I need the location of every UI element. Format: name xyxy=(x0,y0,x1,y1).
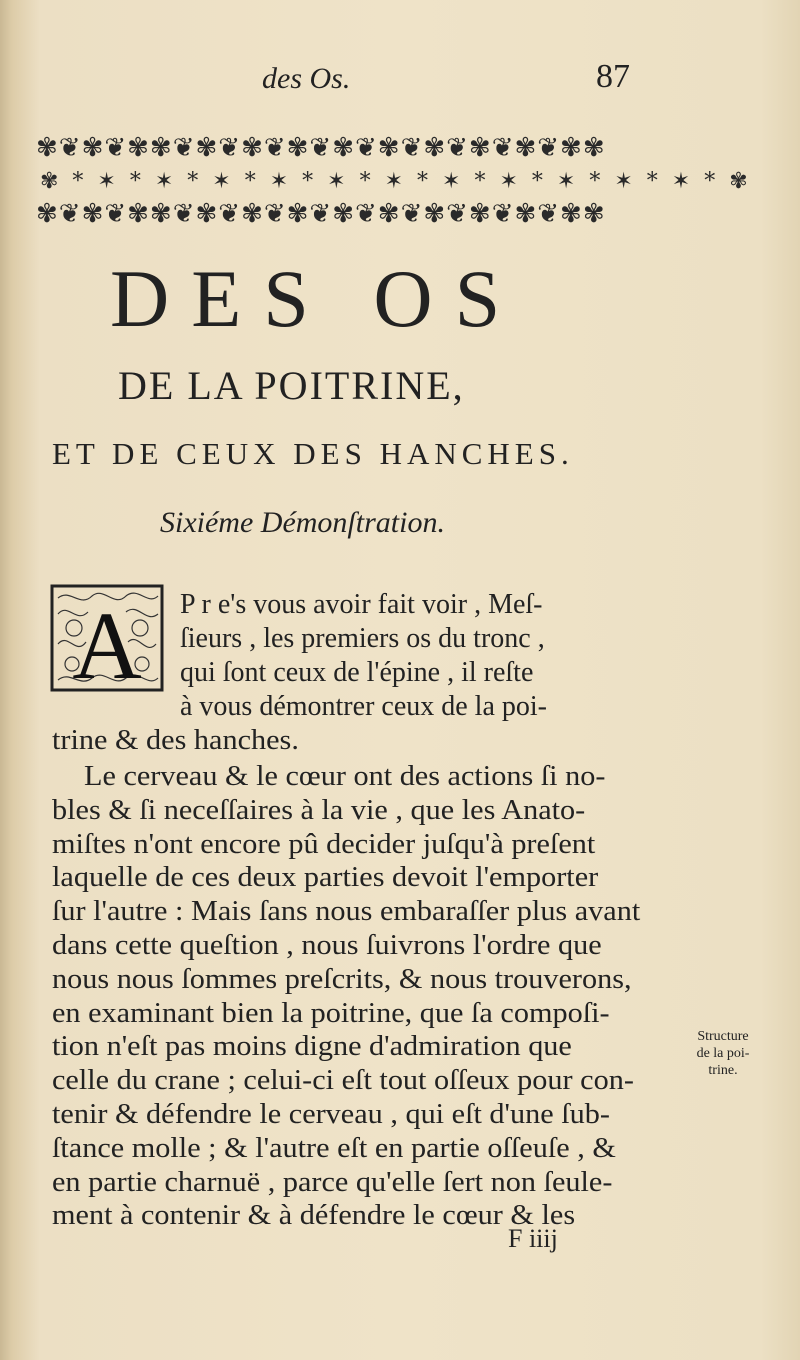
text-line: P r e's vous avoir fait voir , Meſ- xyxy=(180,589,543,620)
title-subtitle-1: DE LA POITRINE, xyxy=(118,363,465,408)
dropcap-letter: A xyxy=(72,592,142,699)
text-line: ſieurs , les premiers os du tronc , xyxy=(180,623,545,654)
text-line: celle du crane ; celui-ci eſt tout oſſeux pour con- xyxy=(52,1065,634,1097)
svg-text:✾❦✾❦✾✾❦✾❦✾❦✾❦✾❦✾❦✾❦✾❦✾❦✾✾: ✾❦✾❦✾✾❦✾❦✾❦✾❦✾❦✾❦✾❦✾❦✾❦✾✾ xyxy=(36,199,606,229)
text-line: qui ſont ceux de l'épine , il reſte xyxy=(180,657,534,688)
text-line: laquelle de ces deux parties devoit l'emporter xyxy=(52,862,599,894)
marginal-note-line: Structure xyxy=(697,1029,749,1044)
text-line: nous nous ſommes preſcrits, & nous trouverons, xyxy=(52,963,632,995)
text-line: tion n'eſt pas moins digne d'admiration que xyxy=(52,1031,572,1063)
svg-text:✾❦✾❦✾✾❦✾❦✾❦✾❦✾❦✾❦✾❦✾❦✾❦✾✾: ✾❦✾❦✾✾❦✾❦✾❦✾❦✾❦✾❦✾❦✾❦✾❦✾✾ xyxy=(36,133,606,163)
ornament-band xyxy=(36,126,762,229)
section-heading: Sixiéme Démonſtration. xyxy=(160,506,445,539)
text-line: en partie charnuë , parce qu'elle ſert non ſeule- xyxy=(52,1166,613,1198)
title-main: DES OS xyxy=(110,253,523,344)
text-line: à vous démontrer ceux de la poi- xyxy=(180,691,547,722)
marginal-note-line: trine. xyxy=(708,1063,738,1078)
text-line: tenir & défendre le cerveau , qui eſt d'une ſub- xyxy=(52,1099,610,1130)
text-line: ment à contenir & à défendre le cœur & les xyxy=(52,1200,576,1232)
text-line: ſtance molle ; & l'autre eſt en partie oſſeuſe , & xyxy=(52,1132,616,1164)
text-line: miſtes n'ont encore pû decider juſqu'à preſent xyxy=(52,828,596,860)
dropcap-ornament xyxy=(50,584,164,699)
running-head: des Os. xyxy=(262,62,351,95)
svg-text:✾*✶*✶*✶*✶*✶*✶*✶*✶*✶*✶*✶*✾: ✾*✶*✶*✶*✶*✶*✶*✶*✶*✶*✶*✶*✾ xyxy=(40,169,762,194)
signature-mark: F iiij xyxy=(508,1224,558,1253)
text-line: bles & ſi neceſſaires à la vie , que les Anato- xyxy=(52,794,586,826)
text-line: Le cerveau & le cœur ont des actions ſi no- xyxy=(84,761,606,792)
marginal-note-line: de la poi- xyxy=(696,1046,750,1061)
text-line: en examinant bien la poitrine, que ſa compoſi- xyxy=(52,997,610,1029)
text-line: trine & des hanches. xyxy=(52,725,299,756)
text-line: dans cette queſtion , nous ſuivrons l'ordre que xyxy=(52,930,602,961)
title-subtitle-2: ET DE CEUX DES HANCHES. xyxy=(52,436,574,471)
page-number: 87 xyxy=(596,58,630,95)
marginal-note xyxy=(668,1028,778,1079)
text-line: ſur l'autre : Mais ſans nous embaraſſer plus avant xyxy=(52,896,641,928)
